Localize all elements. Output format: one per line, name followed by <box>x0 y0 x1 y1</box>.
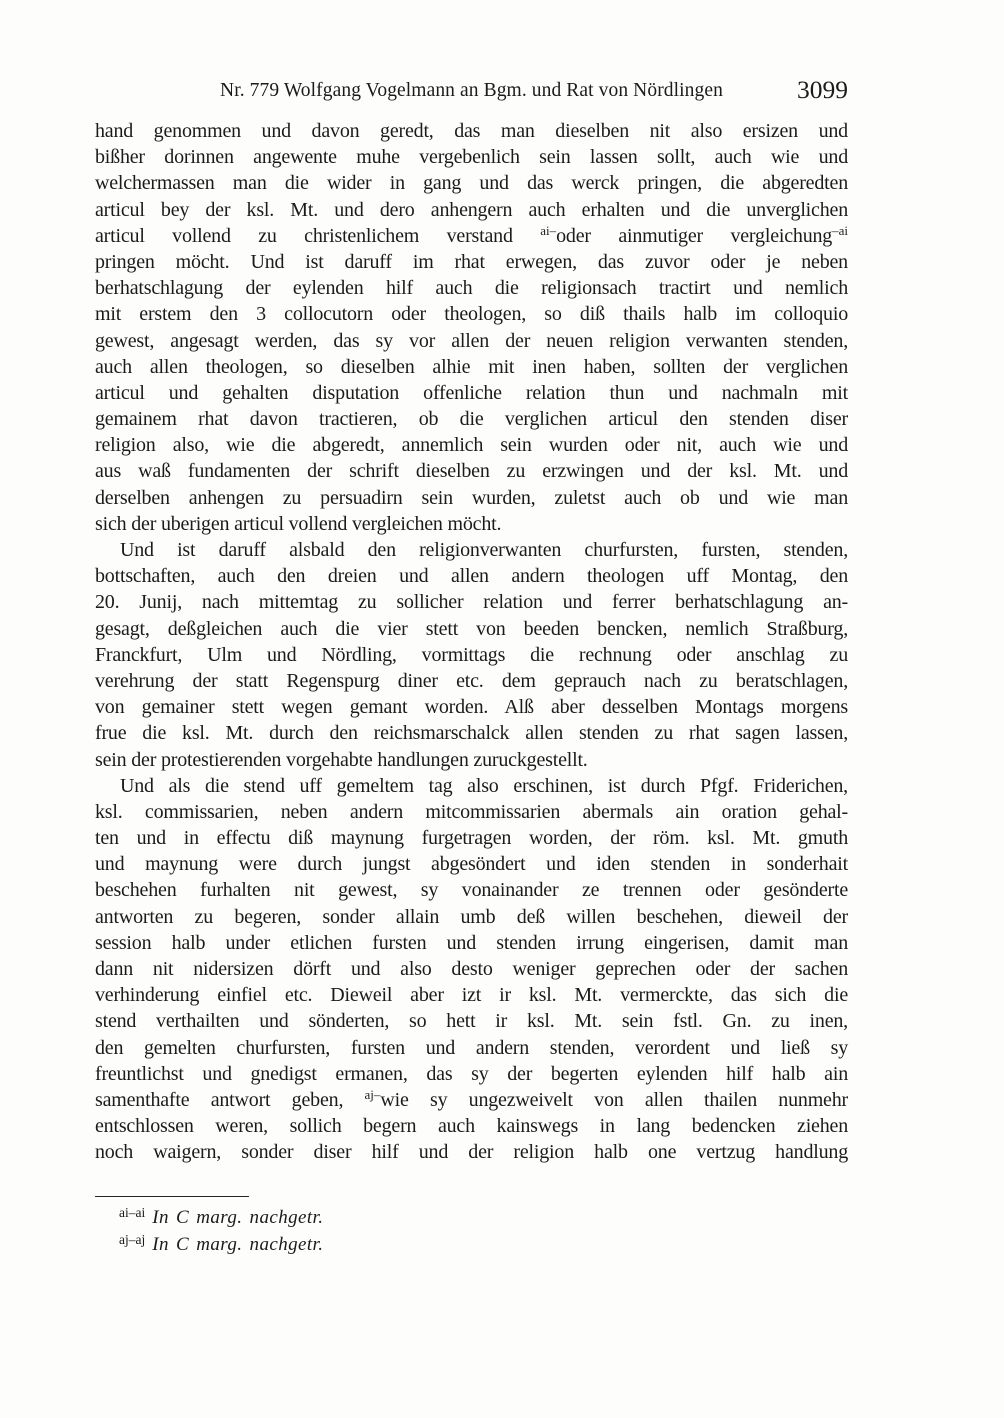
text-line: freuntlichst und gnedigst ermanen, das sy der begerten eylenden hilf halb ain <box>95 1062 848 1085</box>
text-line: articul und gehalten disputation offenliche relation thun und nachmaln mit <box>95 381 848 404</box>
text-line: verhinderung einfiel etc. Dieweil aber izt ir ksl. Mt. vermerckte, das sich die <box>95 984 848 1007</box>
text-line: verehrung der statt Regenspurg diner etc. dem geprauch nach zu beratschlagen, <box>95 669 848 692</box>
text-line: pringen möcht. Und ist daruff im rhat erwegen, das zuvor oder je neben <box>95 250 848 273</box>
text-line: frue die ksl. Mt. durch den reichsmarschalck allen stenden zu rhat sagen lassen, <box>95 722 848 745</box>
running-header <box>95 75 848 107</box>
footnote-reference: ai– <box>540 223 557 239</box>
text-line: aus waß fundamenten der schrift dieselben zu erzwingen und der ksl. Mt. und <box>95 460 848 483</box>
text-line: gewest, angesagt werden, das sy vor allen der neuen religion verwanten stenden, <box>95 329 848 352</box>
footnote-separator-rule <box>95 1196 249 1197</box>
text-line: Franckfurt, Ulm und Nördling, vormittags die rechnung oder anschlag zu <box>95 643 848 666</box>
text-line: bißher dorinnen angewente muhe vergebenlich sein lassen sollt, auch wie und <box>95 146 848 169</box>
text-line: berhatschlagung der eylenden hilf auch die religionsach tractirt und nemlich <box>95 277 848 300</box>
footnote-reference: –ai <box>832 223 848 239</box>
page-number: 3099 <box>797 75 848 104</box>
text-line: und maynung were durch jungst abgesöndert und iden stenden in sonderhait <box>95 853 848 876</box>
text-line: dann nit nidersizen dörft und also desto weniger geprechen oder der sachen <box>95 958 848 980</box>
text-line: noch waigern, sonder diser hilf und der religion halb one vertzug handlung <box>95 1141 848 1164</box>
text-line: den gemelten churfursten, fursten und andern stenden, verordent und ließ sy <box>95 1036 848 1059</box>
text-line: von gemainer stett wegen gemant worden. Alß aber desselben Montags morgens <box>95 696 848 719</box>
text-line: antworten zu begeren, sonder allain umb deß willen beschehen, dieweil der <box>95 905 848 928</box>
text-line: derselben anhengen zu persuadirn sein wurden, zuletst auch ob und wie man <box>95 486 848 509</box>
footnote-text: In C marg. nachgetr. <box>152 1234 324 1256</box>
text-line: religion also, wie die abgeredt, annemlich sein wurden oder nit, auch wie und <box>95 434 848 457</box>
text-line: ksl. commissarien, neben andern mitcommissarien abermals ain oration gehal- <box>95 800 848 823</box>
text-line: bottschaften, auch den dreien und allen andern theologen uff Montag, den <box>95 565 848 588</box>
footnotes-section <box>95 1196 848 1258</box>
text-line: articul vollend zu christenlichem verstand $^{ai-}$oder ainmutiger vergleichung$^{-ai}$ <box>95 223 848 247</box>
text-line: 20. Junij, nach mittemtag zu sollicher relation und ferrer berhatschlagung an- <box>95 591 848 614</box>
footnote-marker: aj–aj <box>119 1232 146 1248</box>
text-line: articul bey der ksl. Mt. und dero anhengern auch erhalten und die unverglichen <box>95 198 848 221</box>
text-line: welchermassen man die wider in gang und das werck pringen, die abgeredten <box>95 172 848 195</box>
text-line: sich der uberigen articul vollend vergleichen möcht. <box>95 512 502 535</box>
text-line: auch allen theologen, so dieselben alhie mit inen haben, sollten der verglichen <box>95 355 848 378</box>
text-line: samenthafte antwort geben, $^{aj-}$wie sy ungezweivelt von allen thailen nunmehr <box>95 1087 848 1111</box>
footnote-text: In C marg. nachgetr. <box>152 1207 324 1229</box>
body-text <box>95 118 848 1166</box>
text-line: Und ist daruff alsbald den religionverwanten churfursten, fursten, stenden, <box>120 539 848 561</box>
text-line: hand genommen und davon geredt, das man dieselben nit also ersizen und <box>95 120 848 142</box>
footnote <box>119 1204 848 1231</box>
text-line: ten und in effectu diß maynung furgetragen worden, der röm. ksl. Mt. gmuth <box>95 827 848 850</box>
text-line: Und als die stend uff gemeltem tag also erschinen, ist durch Pfgf. Friderichen, <box>120 774 848 797</box>
text-line: gesagt, deßgleichen auch die vier stett von beeden bencken, nemlich Straßburg, <box>95 617 848 640</box>
text-line: gemainem rhat davon tractieren, ob die verglichen articul den stenden diser <box>95 408 848 431</box>
text-line: mit erstem den 3 collocutorn oder theologen, so diß thails halb im colloquio <box>95 303 848 326</box>
text-line: sein der protestierenden vorgehabte handlungen zuruckgestellt. <box>95 748 588 771</box>
text-line: stend verthailten und sönderten, so hett ir ksl. Mt. sein fstl. Gn. zu inen, <box>95 1010 848 1033</box>
running-header-title: Nr. 779 Wolfgang Vogelmann an Bgm. und Rat von Nördlingen <box>220 80 723 101</box>
text-line: entschlossen weren, sollich begern auch kainswegs in lang bedencken ziehen <box>95 1115 848 1138</box>
text-line: session halb under etlichen fursten und stenden irrung eingerisen, damit man <box>95 931 848 954</box>
text-line: beschehen furhalten nit gewest, sy vonainander ze trennen oder gesönderte <box>95 879 848 902</box>
footnote <box>119 1231 848 1258</box>
footnote-marker: ai–ai <box>119 1205 146 1221</box>
footnote-reference: aj– <box>364 1087 381 1103</box>
